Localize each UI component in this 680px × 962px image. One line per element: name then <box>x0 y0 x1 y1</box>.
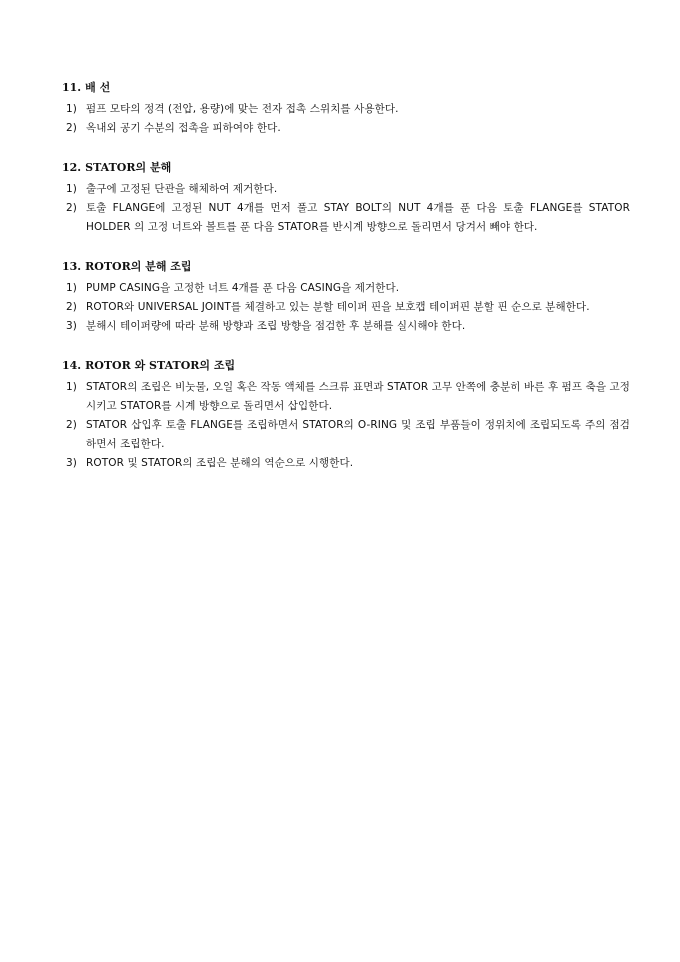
item-marker: 1) <box>66 103 77 115</box>
section-title: 배 선 <box>85 81 111 94</box>
item-marker: 2) <box>66 122 77 134</box>
item-text: 토출 FLANGE에 고정된 NUT 4개를 먼저 풀고 STAY BOLT의 NUT 4개를 푼 다음 토출 FLANGE를 STATOR HOLDER 의 고정 너트와 볼트를 푼 다음 STATOR를 반시계 방향으로 돌리면서 당겨서 빼야 한다. <box>86 202 630 233</box>
section-title: STATOR의 분해 <box>85 161 172 174</box>
section-number: 12. <box>62 161 82 174</box>
item-text: STATOR 삽입후 토출 FLANGE를 조립하면서 STATOR의 O-RING 및 조립 부품들이 정위치에 조립되도록 주의 점검하면서 조립한다. <box>86 419 630 450</box>
section-stator-disassembly <box>62 160 630 237</box>
item-marker: 3) <box>66 320 77 332</box>
section-rotor-stator-assembly <box>62 358 630 473</box>
list-item <box>62 416 630 454</box>
section-wiring <box>62 80 630 138</box>
item-text: PUMP CASING을 고정한 너트 4개를 푼 다음 CASING을 제거한다. <box>86 282 400 294</box>
section-heading <box>62 160 630 176</box>
item-marker: 1) <box>66 381 77 393</box>
section-heading <box>62 80 630 96</box>
list-item <box>62 317 630 336</box>
list-item <box>62 119 630 138</box>
list-item <box>62 454 630 473</box>
list-item <box>62 378 630 416</box>
item-text: 출구에 고정된 단관을 해체하여 제거한다. <box>86 183 278 195</box>
item-marker: 2) <box>66 202 77 214</box>
item-text: 분해시 테이퍼량에 따라 분해 방향과 조립 방향을 점검한 후 분해를 실시해야 한다. <box>86 320 466 332</box>
list-item <box>62 199 630 237</box>
list-item <box>62 100 630 119</box>
item-text: STATOR의 조립은 비눗물, 오일 혹은 작동 액체를 스크류 표면과 STATOR 고무 안쪽에 충분히 바른 후 펌프 축을 고정시키고 STATOR를 시계 방향으로 돌리면서 삽입한다. <box>86 381 630 412</box>
section-title: ROTOR 와 STATOR의 조립 <box>85 359 236 372</box>
item-marker: 2) <box>66 301 77 313</box>
item-marker: 1) <box>66 282 77 294</box>
section-rotor-disassembly <box>62 259 630 336</box>
list-item <box>62 180 630 199</box>
section-number: 13. <box>62 260 82 273</box>
list-item <box>62 298 630 317</box>
item-marker: 1) <box>66 183 77 195</box>
list-item <box>62 279 630 298</box>
section-heading <box>62 259 630 275</box>
document-body <box>62 80 630 495</box>
section-heading <box>62 358 630 374</box>
item-text: ROTOR와 UNIVERSAL JOINT를 체결하고 있는 분할 테이퍼 핀을 보호캡 테이퍼핀 분할 핀 순으로 분해한다. <box>86 301 590 313</box>
section-number: 11. <box>62 81 82 94</box>
section-number: 14. <box>62 359 82 372</box>
item-text: ROTOR 및 STATOR의 조립은 분해의 역순으로 시행한다. <box>86 457 354 469</box>
item-text: 옥내외 공기 수분의 접촉을 피하여야 한다. <box>86 122 281 134</box>
item-text: 펌프 모타의 정격 (전압, 용량)에 맞는 전자 접촉 스위치를 사용한다. <box>86 103 399 115</box>
item-marker: 3) <box>66 457 77 469</box>
section-title: ROTOR의 분해 조립 <box>85 260 192 273</box>
item-marker: 2) <box>66 419 77 431</box>
